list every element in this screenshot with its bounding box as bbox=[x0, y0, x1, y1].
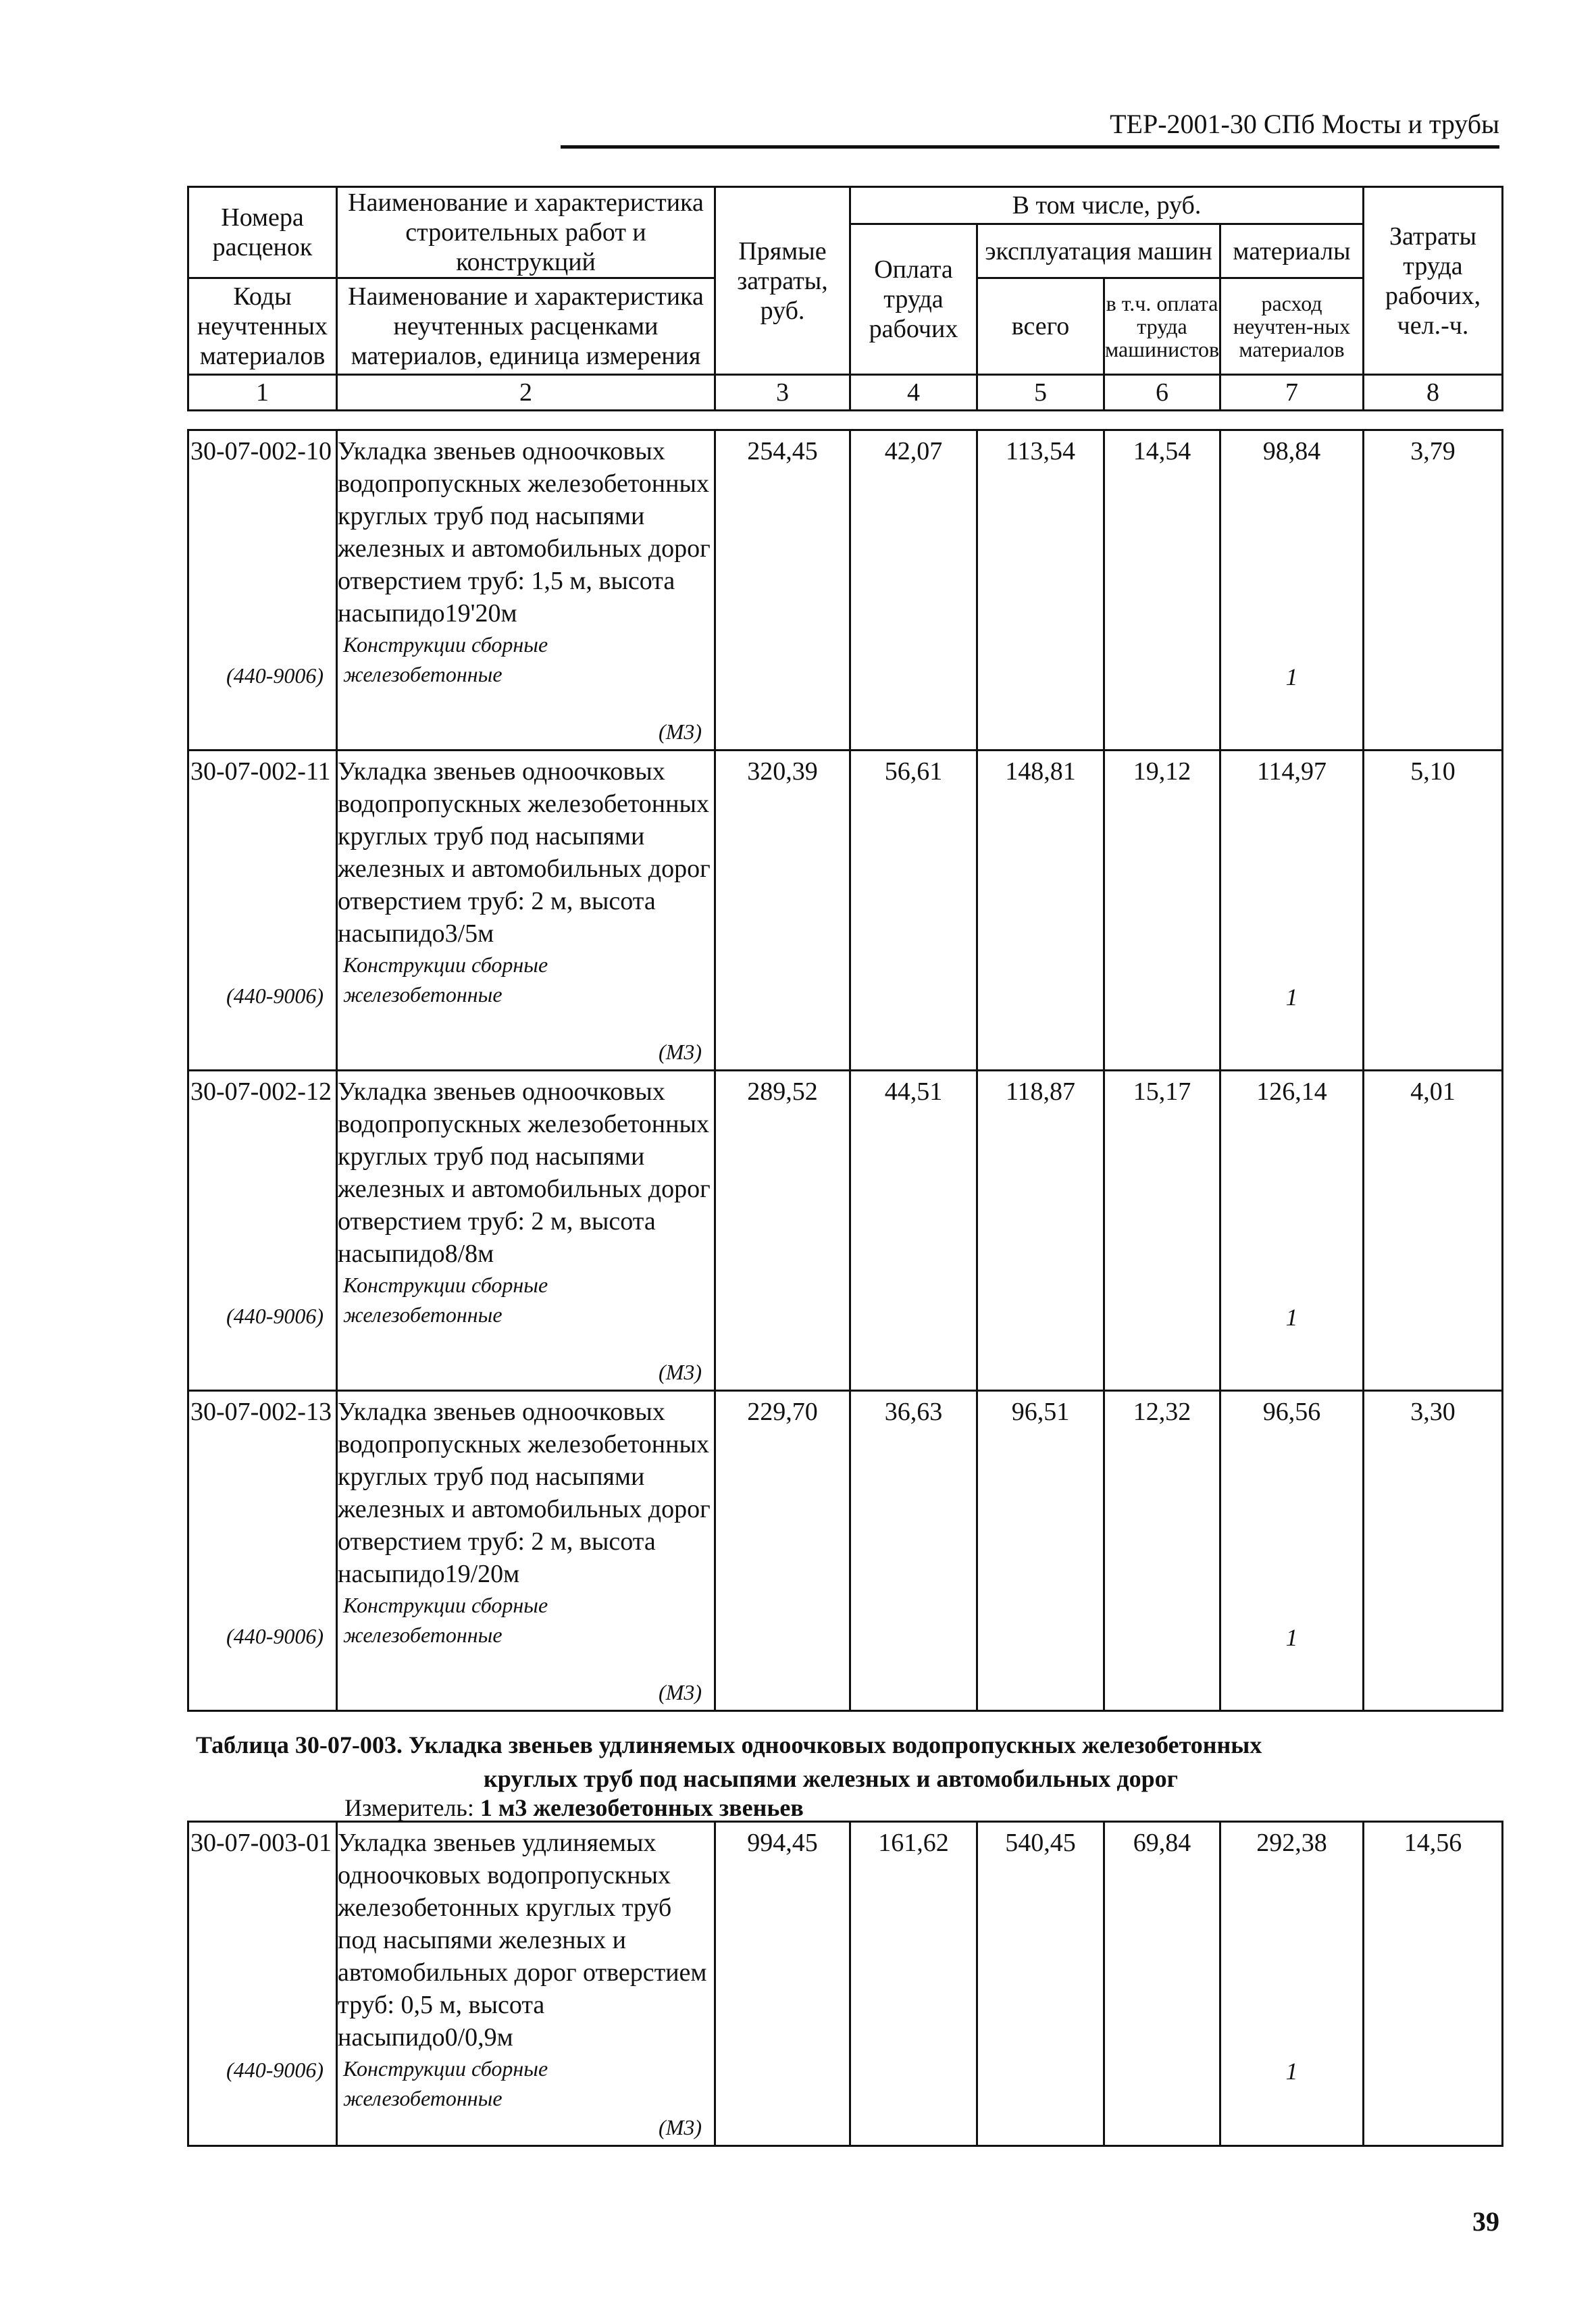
direct-costs: 254,45 bbox=[715, 430, 850, 751]
table-row bbox=[188, 1391, 1503, 1711]
labor-hours: 3,79 bbox=[1364, 430, 1503, 751]
material-unit: (М3) bbox=[659, 1360, 702, 1384]
header-machines-total: всего bbox=[977, 278, 1104, 375]
description-cell bbox=[337, 751, 715, 1071]
material-unit: (М3) bbox=[659, 1040, 702, 1064]
document-header-title: ТЕР-2001-30 СПб Мосты и трубы bbox=[1110, 109, 1499, 139]
material-name: Конструкции сборные железобетонные bbox=[343, 1593, 548, 1647]
machines-total: 540,45 bbox=[977, 1822, 1104, 2146]
material-name: Конструкции сборные железобетонные bbox=[343, 2056, 548, 2110]
header-including-group: В том числе, руб. bbox=[850, 187, 1364, 224]
materials-cost: 96,56 bbox=[1262, 1398, 1321, 1426]
rate-code: 30-07-003-01 bbox=[190, 1829, 332, 1857]
material-quantity: 1 bbox=[1285, 984, 1298, 1011]
material-quantity: 1 bbox=[1285, 1304, 1298, 1331]
machines-total: 113,54 bbox=[977, 430, 1104, 751]
direct-costs: 289,52 bbox=[715, 1071, 850, 1391]
labor-pay: 44,51 bbox=[850, 1071, 977, 1391]
rate-code-cell bbox=[188, 430, 337, 751]
work-description: Укладка звеньев одноочковых водопропускных железобетонных круглых труб под насыпями железных и автомобильных дорог отверстием труб: 2 м, высота насыпидо19/20м bbox=[338, 1398, 711, 1588]
machines-total: 96,51 bbox=[977, 1391, 1104, 1711]
material-unit: (М3) bbox=[659, 1680, 702, 1704]
header-material-codes: Коды неучтенных материалов bbox=[188, 278, 337, 375]
header-unaccounted-materials: расход неучтен-ных материалов bbox=[1220, 278, 1364, 375]
table-title bbox=[196, 1728, 1412, 1796]
description-cell bbox=[337, 1822, 715, 2146]
header-rule bbox=[561, 145, 1499, 149]
materials-cost-cell bbox=[1220, 1391, 1364, 1711]
table-title-line1: Таблица 30-07-003. Укладка звеньев удлиняемых одноочковых водопропускных железобетонных bbox=[196, 1731, 1262, 1758]
material-code: (440-9006) bbox=[226, 1304, 324, 1328]
header-work-name: Наименование и характеристика строительных работ и конструкций bbox=[337, 187, 715, 278]
rate-code-cell bbox=[188, 1391, 337, 1711]
table-title-line2: круглых труб под насыпями железных и автомобильных дорог bbox=[484, 1765, 1178, 1792]
work-description: Укладка звеньев одноочковых водопропускных железобетонных круглых труб под насыпями железных и автомобильных дорог отверстием труб: 2 м, высота насыпидо3/5м bbox=[338, 757, 711, 948]
rate-code: 30-07-002-13 bbox=[190, 1398, 332, 1426]
description-cell bbox=[337, 1391, 715, 1711]
machines-total: 148,81 bbox=[977, 751, 1104, 1071]
labor-pay: 56,61 bbox=[850, 751, 977, 1071]
header-labor-pay: Оплата труда рабочих bbox=[850, 224, 977, 375]
materials-cost-cell bbox=[1220, 751, 1364, 1071]
materials-cost: 126,14 bbox=[1256, 1077, 1327, 1106]
materials-cost: 292,38 bbox=[1256, 1829, 1327, 1857]
labor-hours: 4,01 bbox=[1364, 1071, 1503, 1391]
header-machinist-pay: в т.ч. оплата труда машинистов bbox=[1104, 278, 1220, 375]
unit-value: 1 м3 железобетонных звеньев bbox=[480, 1794, 804, 1821]
machinist-pay: 14,54 bbox=[1104, 430, 1220, 751]
table-row bbox=[188, 1822, 1503, 2146]
table-row bbox=[188, 430, 1503, 751]
table-row bbox=[188, 751, 1503, 1071]
description-cell bbox=[337, 1071, 715, 1391]
rate-code: 30-07-002-12 bbox=[190, 1077, 332, 1106]
labor-pay: 36,63 bbox=[850, 1391, 977, 1711]
materials-cost-cell bbox=[1220, 1071, 1364, 1391]
labor-hours: 5,10 bbox=[1364, 751, 1503, 1071]
material-code: (440-9006) bbox=[226, 2058, 324, 2082]
work-description: Укладка звеньев одноочковых водопропускных железобетонных круглых труб под насыпями железных и автомобильных дорог отверстием труб: 1,5 м, высота насыпидо19'20м bbox=[338, 437, 711, 628]
materials-cost: 98,84 bbox=[1262, 437, 1321, 465]
unit-label: Измеритель: bbox=[344, 1794, 474, 1821]
price-table-header bbox=[187, 186, 1503, 411]
labor-hours: 14,56 bbox=[1364, 1822, 1503, 2146]
material-unit: (М3) bbox=[659, 719, 702, 744]
column-number: 7 bbox=[1220, 375, 1364, 411]
materials-cost: 114,97 bbox=[1256, 757, 1327, 786]
direct-costs: 320,39 bbox=[715, 751, 850, 1071]
material-quantity: 1 bbox=[1285, 663, 1298, 690]
material-name: Конструкции сборные железобетонные bbox=[343, 953, 548, 1007]
column-number: 5 bbox=[977, 375, 1104, 411]
machinist-pay: 12,32 bbox=[1104, 1391, 1220, 1711]
direct-costs: 229,70 bbox=[715, 1391, 850, 1711]
column-number: 8 bbox=[1364, 375, 1503, 411]
price-table-2-rows bbox=[187, 1821, 1503, 2147]
header-rate-numbers: Номера расценок bbox=[188, 187, 337, 278]
column-number: 6 bbox=[1104, 375, 1220, 411]
machinist-pay: 69,84 bbox=[1104, 1822, 1220, 2146]
rate-code-cell bbox=[188, 1822, 337, 2146]
page-number: 39 bbox=[1472, 2206, 1499, 2237]
rate-code-cell bbox=[188, 751, 337, 1071]
material-code: (440-9006) bbox=[226, 663, 324, 688]
direct-costs: 994,45 bbox=[715, 1822, 850, 2146]
material-code: (440-9006) bbox=[226, 984, 324, 1008]
material-name: Конструкции сборные железобетонные bbox=[343, 632, 548, 686]
header-machines-group: эксплуатация машин bbox=[977, 224, 1220, 278]
labor-hours: 3,30 bbox=[1364, 1391, 1503, 1711]
material-code: (440-9006) bbox=[226, 1624, 324, 1648]
materials-cost-cell bbox=[1220, 430, 1364, 751]
labor-pay: 161,62 bbox=[850, 1822, 977, 2146]
material-quantity: 1 bbox=[1285, 1624, 1298, 1651]
header-direct-costs: Прямые затраты, руб. bbox=[715, 187, 850, 375]
column-number: 1 bbox=[188, 375, 337, 411]
rate-code: 30-07-002-11 bbox=[190, 757, 331, 786]
machinist-pay: 15,17 bbox=[1104, 1071, 1220, 1391]
rate-code: 30-07-002-10 bbox=[190, 437, 332, 465]
rate-code-cell bbox=[188, 1071, 337, 1391]
price-table-rows bbox=[187, 429, 1503, 1712]
column-number: 4 bbox=[850, 375, 977, 411]
materials-cost-cell bbox=[1220, 1822, 1364, 2146]
header-labor-hours: Затраты труда рабочих, чел.-ч. bbox=[1364, 187, 1503, 375]
labor-pay: 42,07 bbox=[850, 430, 977, 751]
machines-total: 118,87 bbox=[977, 1071, 1104, 1391]
header-materials-group: материалы bbox=[1220, 224, 1364, 278]
material-name: Конструкции сборные железобетонные bbox=[343, 1273, 548, 1327]
header-material-names: Наименование и характеристика неучтенных расценками материалов, единица измерения bbox=[337, 278, 715, 375]
work-description: Укладка звеньев удлиняемых одноочковых водопропускных железобетонных круглых труб под насыпями железных и автомобильных дорог отверстием труб: 0,5 м, высота насыпидо0/0,9м bbox=[338, 1829, 707, 2052]
machinist-pay: 19,12 bbox=[1104, 751, 1220, 1071]
work-description: Укладка звеньев одноочковых водопропускных железобетонных круглых труб под насыпями железных и автомобильных дорог отверстием труб: 2 м, высота насыпидо8/8м bbox=[338, 1077, 711, 1268]
column-number: 2 bbox=[337, 375, 715, 411]
material-quantity: 1 bbox=[1285, 2058, 1298, 2085]
material-unit: (М3) bbox=[659, 2115, 702, 2139]
measurement-unit bbox=[344, 1794, 804, 1822]
description-cell bbox=[337, 430, 715, 751]
table-row bbox=[188, 1071, 1503, 1391]
column-number: 3 bbox=[715, 375, 850, 411]
